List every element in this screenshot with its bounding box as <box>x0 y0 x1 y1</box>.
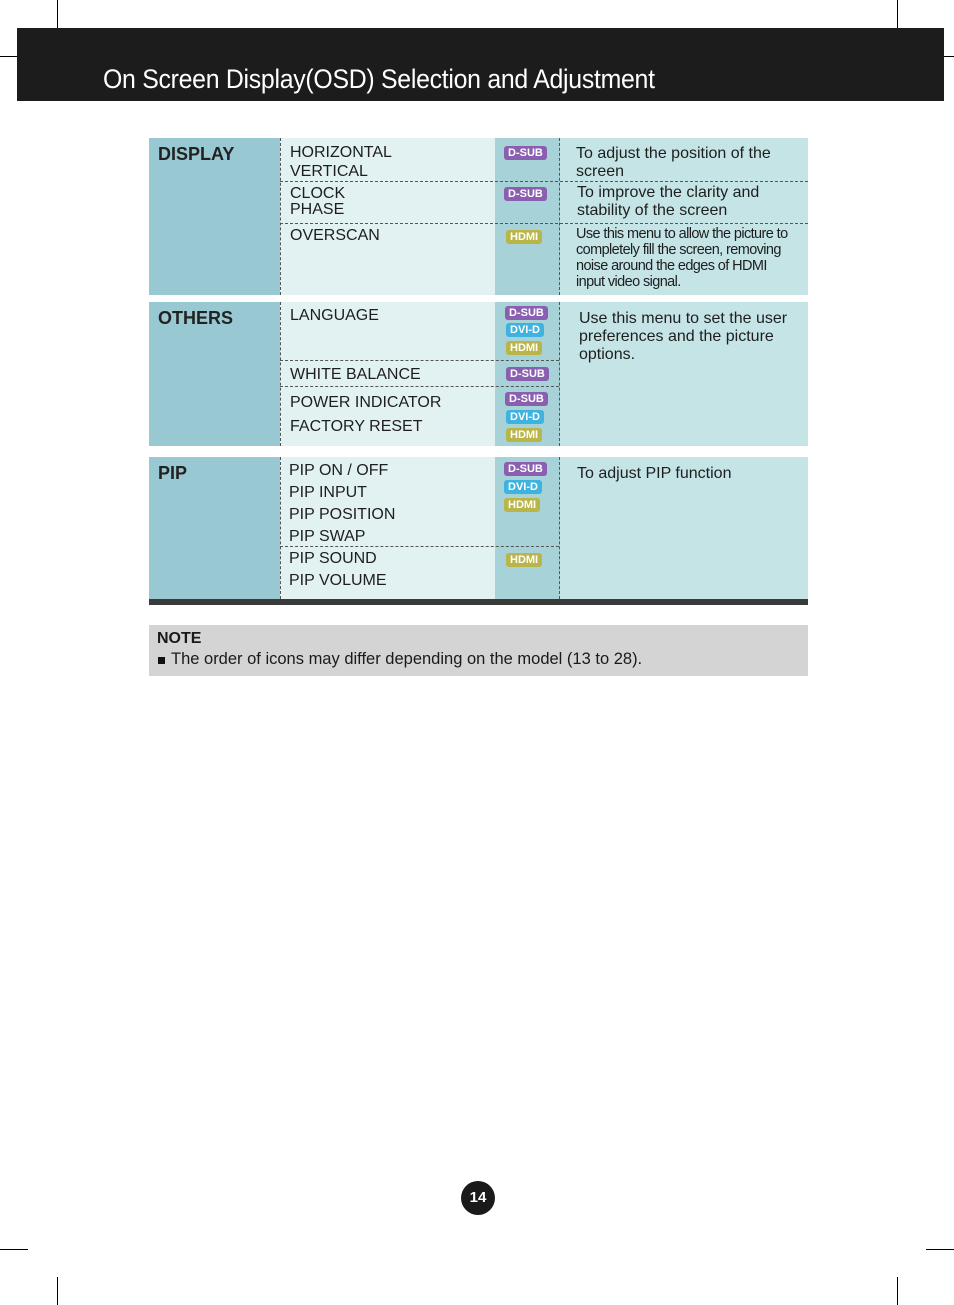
dsub-badge: D-SUB <box>504 462 547 476</box>
row-divider <box>280 223 808 224</box>
menu-item: LANGUAGE <box>290 307 379 324</box>
dvid-badge: DVI-D <box>506 410 544 424</box>
note-title: NOTE <box>157 630 202 647</box>
section-label-cell <box>149 457 280 599</box>
page-header <box>17 28 944 101</box>
menu-item: PHASE <box>290 201 345 218</box>
crop-mark <box>897 0 898 28</box>
menu-item: PIP SOUND <box>289 550 377 567</box>
section-label-display: DISPLAY <box>158 144 235 164</box>
section-label-cell <box>149 302 280 446</box>
others-section <box>149 302 808 446</box>
row-divider <box>280 546 559 547</box>
menu-item: PIP ON / OFF <box>289 462 389 479</box>
section-label-others: OTHERS <box>158 308 234 328</box>
menu-item: PIP INPUT <box>289 484 367 501</box>
badges-column <box>495 457 560 599</box>
menu-item: PIP SWAP <box>289 528 366 545</box>
table-bottom-bar <box>149 599 808 605</box>
menu-item: OVERSCAN <box>290 227 380 244</box>
dsub-badge: D-SUB <box>506 367 549 381</box>
crop-mark <box>57 1277 58 1305</box>
dvid-badge: DVI-D <box>506 323 544 337</box>
row-description: To improve the clarity and stability of the screen <box>577 184 760 219</box>
section-label-pip: PIP <box>158 463 188 483</box>
pip-section <box>149 457 808 599</box>
menu-item: PIP VOLUME <box>289 572 387 589</box>
row-description: Use this menu to allow the picture to completely fill the screen, removing noise around the edges of HDMI input video signal. <box>576 226 788 290</box>
page-number: 14 <box>461 1181 495 1215</box>
page-title: On Screen Display(OSD) Selection and Adjustment <box>103 64 655 94</box>
note-box <box>149 625 808 676</box>
hdmi-badge: HDMI <box>506 553 542 567</box>
crop-mark <box>0 56 17 57</box>
menu-item: PIP POSITION <box>289 506 396 523</box>
dsub-badge: D-SUB <box>505 306 548 320</box>
badges-column <box>495 138 560 295</box>
dvid-badge: DVI-D <box>504 480 542 494</box>
row-divider <box>280 181 808 182</box>
row-divider <box>280 386 559 387</box>
menu-item: HORIZONTAL <box>290 144 392 161</box>
menu-item: VERTICAL <box>290 163 368 180</box>
row-description: To adjust the position of the screen <box>576 145 771 180</box>
hdmi-badge: HDMI <box>504 498 540 512</box>
section-description: To adjust PIP function <box>577 465 732 482</box>
row-divider <box>280 360 559 361</box>
note-text: The order of icons may differ depending on the model (13 to 28). <box>171 650 643 668</box>
crop-mark <box>0 1249 28 1250</box>
menu-item: FACTORY RESET <box>290 418 423 435</box>
dsub-badge: D-SUB <box>504 146 547 160</box>
menu-item: CLOCK <box>290 185 346 202</box>
display-section <box>149 138 808 295</box>
section-label-cell <box>149 138 280 295</box>
crop-mark <box>57 0 58 28</box>
crop-mark <box>897 1277 898 1305</box>
hdmi-badge: HDMI <box>506 341 542 355</box>
crop-mark <box>926 1249 954 1250</box>
hdmi-badge: HDMI <box>506 230 542 244</box>
hdmi-badge: HDMI <box>506 428 542 442</box>
menu-item: WHITE BALANCE <box>290 366 421 383</box>
bullet-icon <box>158 657 165 664</box>
section-description: Use this menu to set the user preferences and the picture options. <box>579 310 788 363</box>
menu-item: POWER INDICATOR <box>290 394 442 411</box>
dsub-badge: D-SUB <box>504 187 547 201</box>
dsub-badge: D-SUB <box>505 392 548 406</box>
